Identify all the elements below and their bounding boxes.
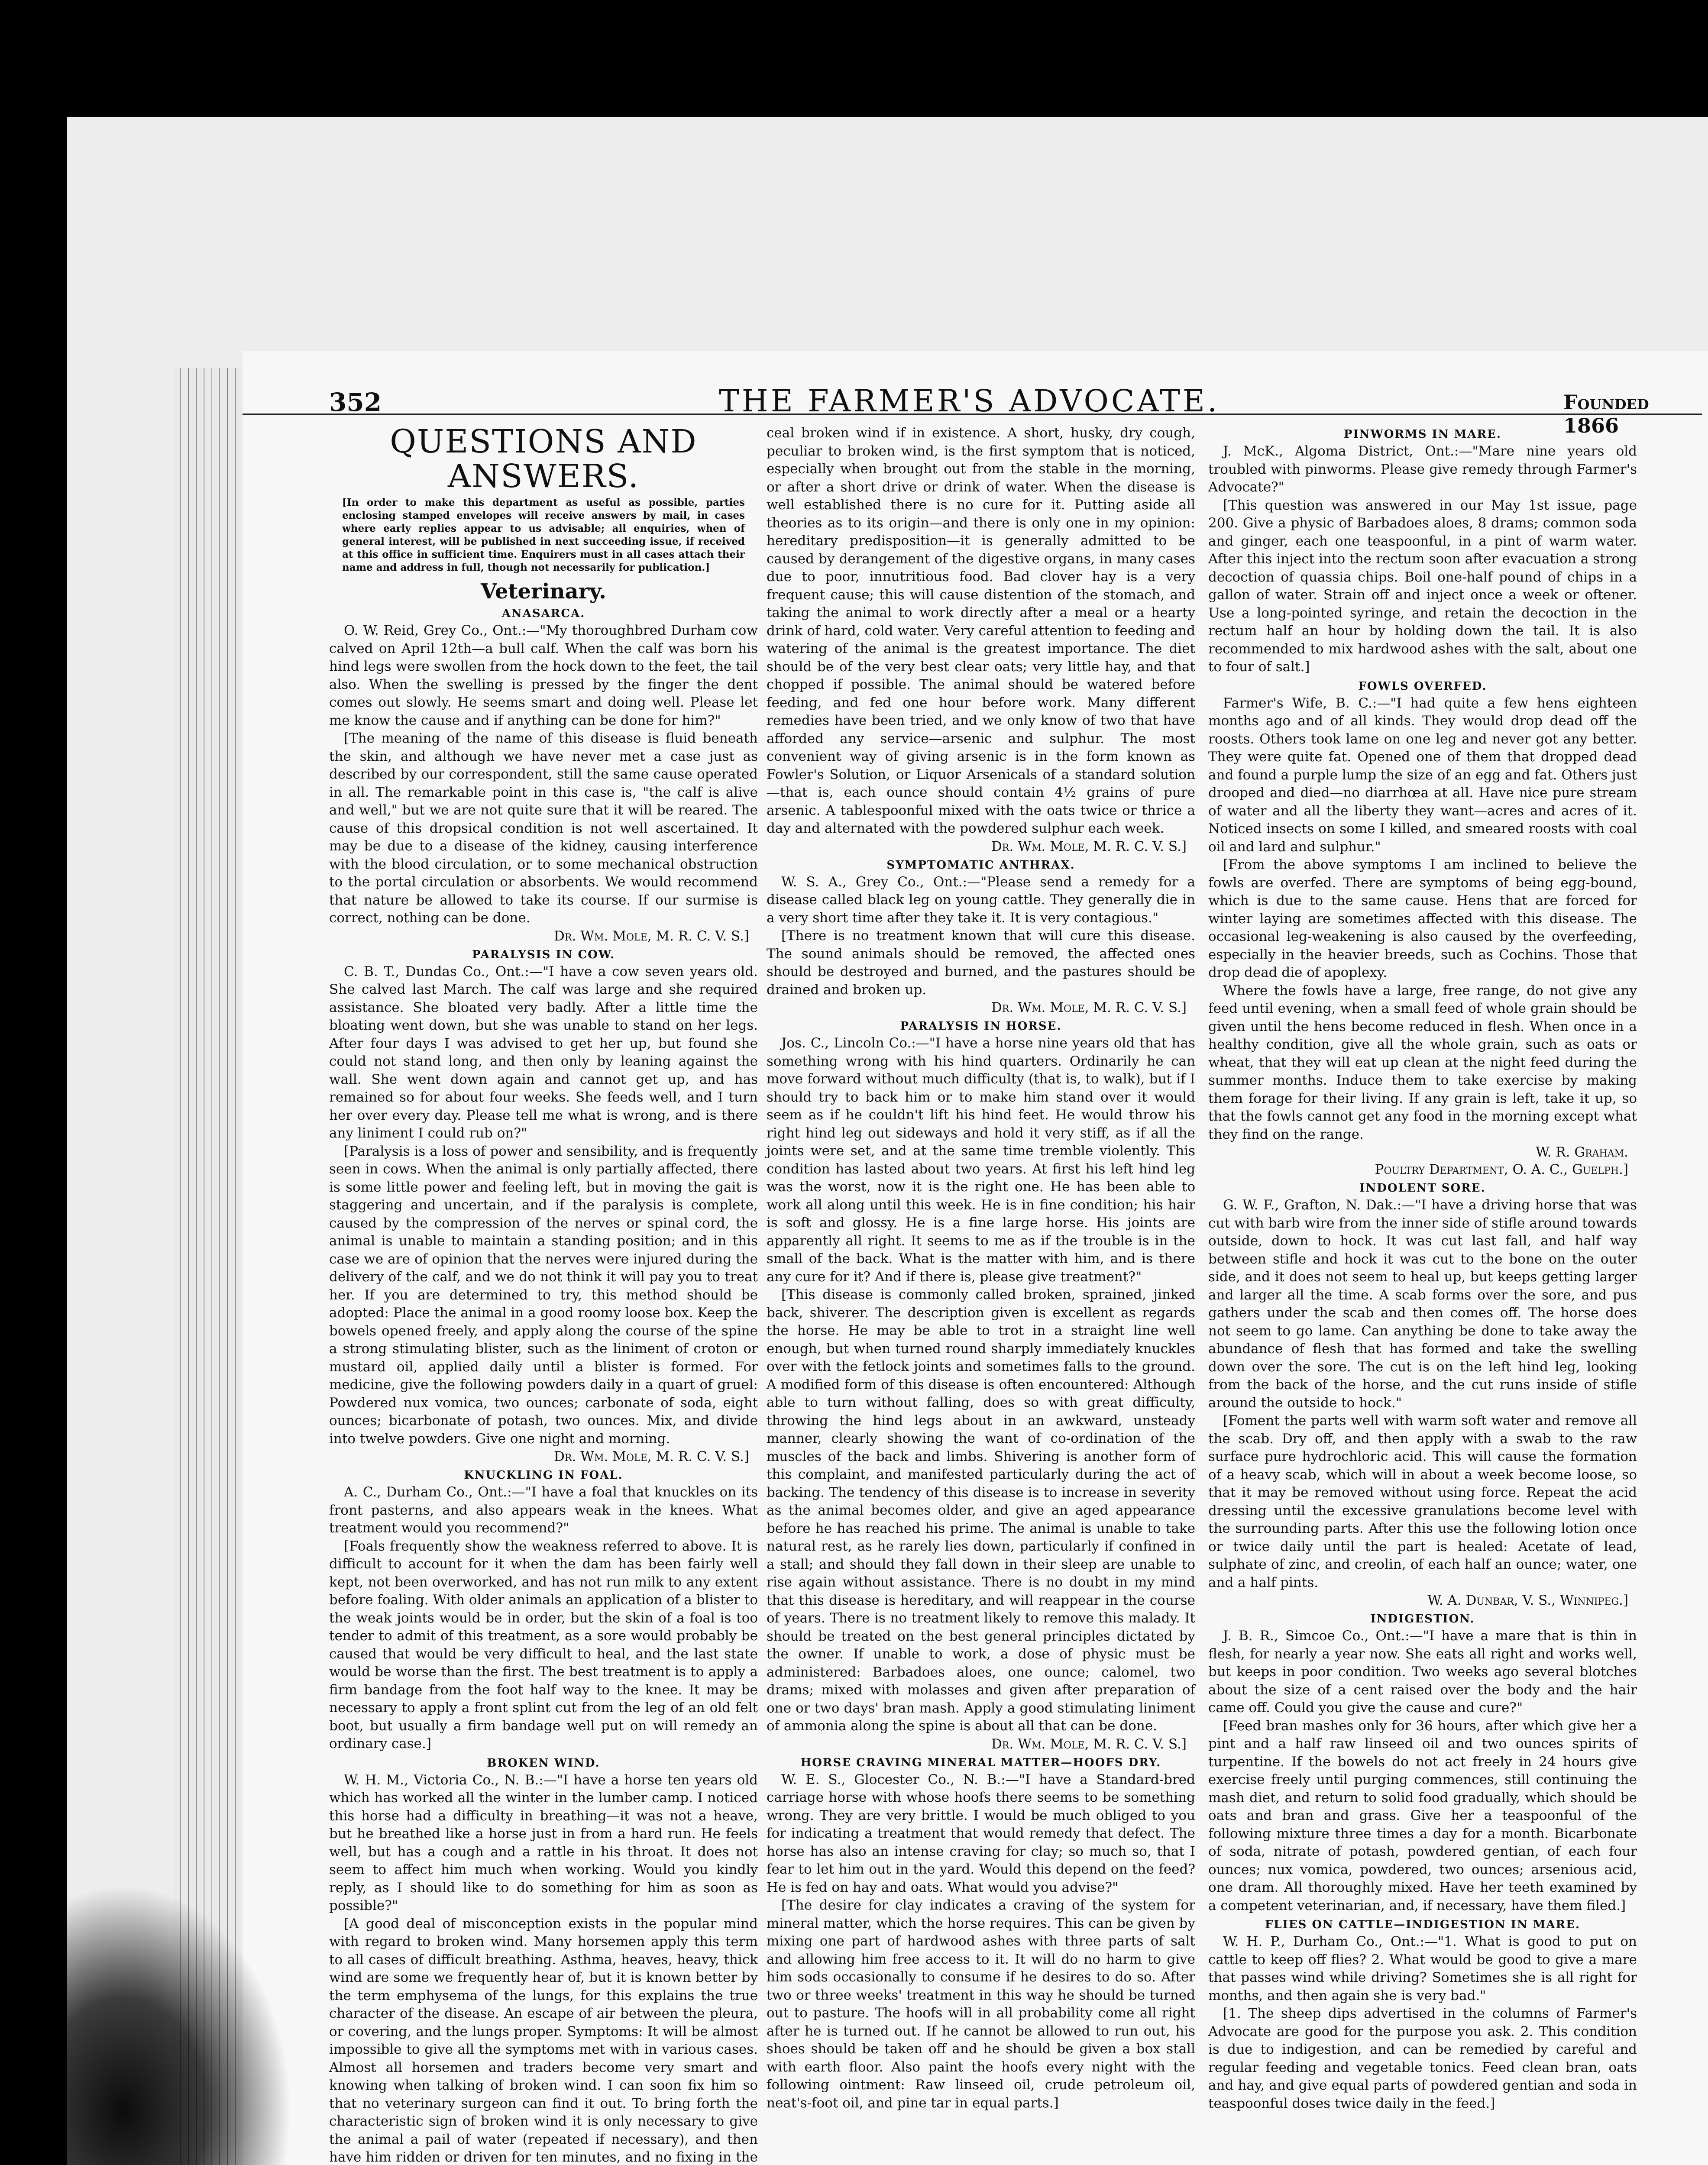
answer-paragraph: [The meaning of the name of this disease is fluid beneath the skin, and although we have never met a case just as described by our correspondent, still the same cause operated in all. The remarkable point in this case is, "the calf is alive and well," but we are not quite sure that it will be reared. The cause of this dropsical condition is not well ascertained. It may be due to a disease of the kidney, causing interference with the blood circulation, or to some mechanical obstruction to the portal circulation or absorbents. We would recommend that nature be allowed to take its course. If our surmise is correct, nothing can be done. bbox=[329, 730, 758, 926]
signature: Dr. Wm. Mole, M. R. C. V. S.] bbox=[554, 1449, 749, 1464]
article-heading: BROKEN WIND. bbox=[487, 1756, 600, 1770]
answer-paragraph: [This question was answered in our May 1st issue, page 200. Give a physic of Barbadoes aloes, 8 drams; common soda and ginger, each one teaspoonful, in a pint of warm water. After this inject into the rectum soon after evacuation a strong decoction of quassia chips. Boil one-half pound of chips in a gallon of water. Strain off and inject once a week or oftener. Use a long-pointed syringe, and retain the decoction in the rectum half an hour by holding down the tail. It is also recommended to mix hardwood ashes with the salt, about one to four of salt.] bbox=[1208, 497, 1637, 675]
question-paragraph: A. C., Durham Co., Ont.:—"I have a foal that knuckles on its front pasterns, and also appears weak in the knees. What treatment would you recommend?" bbox=[329, 1484, 758, 1536]
answer-paragraph: [The desire for clay indicates a craving of the system for mineral matter, which the horse requires. This can be given by mixing one part of hardwood ashes with three parts of salt and allowing him free access to it. It will do no harm to give him sods occasionally to consume if he desires to do so. After two or three weeks' treatment in this way he should be turned out to pasture. The hoofs will in all probability come all right after he is turned out. If he cannot be allowed to run out, his shoes should be taken off and he should be given a box stall with earth floor. Also paint the hoofs every night with the following ointment: Raw linseed oil, crude petroleum oil, neat's-foot oil, and pine tar in equal parts.] bbox=[767, 1897, 1195, 2111]
question-paragraph: W. E. S., Glocester Co., N. B.:—"I have a Standard-bred carriage horse with whose hoofs there seems to be something wrong. They are very brittle. I would be much obliged to you for indicating a treatment that would remedy that defect. The horse has also an intense craving for clay; so much so, that I fear to let him out in the yard. Would this depend on the feed? He is fed on hay and oats. What would you advise?" bbox=[767, 1771, 1195, 1895]
article-heading: PARALYSIS IN HORSE. bbox=[900, 1020, 1062, 1033]
signature: W. R. Graham. bbox=[1536, 1144, 1628, 1160]
article-heading: PARALYSIS IN COW. bbox=[472, 948, 615, 961]
thumb-shadow bbox=[67, 1884, 292, 2165]
signature-affiliation: Poultry Department, O. A. C., Guelph.] bbox=[1375, 1162, 1628, 1177]
answer-paragraph: [1. The sheep dips advertised in the columns of Farmer's Advocate are good for the purpose you ask. 2. This condition is due to indigestion, and can be remedied by careful and regular feeding and vegetable tonics. Feed clean bran, oats and hay, and give equal parts of powdered gentian and soda in teaspoonful doses twice daily in the feed.] bbox=[1208, 2006, 1637, 2111]
answer-paragraph: [Feed bran mashes only for 36 hours, after which give her a pint and a half raw linseed oil and two ounces spirits of turpentine. If the bowels do not act freely in 24 hours give exercise freely until purging commences, still continuing the mash diet, and return to solid food gradually, which should be oats and bran and grass. Give her a teaspoonful of the following mixture three times a day for a month. Bicarbonate of soda, nitrate of potash, powdered gentian, of each four ounces; nux vomica, powdered, two ounces; arsenious acid, one dram. All thoroughly mixed. Have her teeth examined by a competent veterinarian, and, if necessary, have them filed.] bbox=[1208, 1718, 1637, 1913]
question-paragraph: Farmer's Wife, B. C.:—"I had quite a few hens eighteen months ago and of all kinds. They would drop dead off the roosts. Others took lame on one leg and never got any better. They were quite fat. Opened one of them that dropped dead and found a purple lump the size of an egg and fat. Others just drooped and died—no diarrhœa at all. Have nice pure stream of water and all the liberty they want—acres and acres of it. Noticed insects on some I killed, and smeared roosts with coal oil and lard and sulphur." bbox=[1208, 695, 1637, 855]
answer-paragraph: [Foals frequently show the weakness referred to above. It is difficult to account for it when the dam has been fairly well kept, not been overworked, and has not run milk to any extent before foaling. With older animals an application of a blister to the weak joints would be in order, but the skin of a foal is too tender to admit of this treatment, as a sore would probably be caused that would be very difficult to heal, and the last state would be worse than the first. The best treatment is to apply a firm bandage from the foot half way to the knee. It may be necessary to apply a front splint cut from the leg of an old felt boot, but usually a firm bandage well put on will remedy an ordinary case.] bbox=[329, 1538, 758, 1751]
article-heading: INDIGESTION. bbox=[1370, 1612, 1475, 1625]
masthead-title: THE FARMER'S ADVOCATE. bbox=[719, 383, 1220, 419]
article-heading: KNUCKLING IN FOAL. bbox=[464, 1469, 623, 1482]
article-heading: SYMPTOMATIC ANTHRAX. bbox=[886, 858, 1075, 872]
newspaper-page bbox=[243, 351, 1708, 2165]
article-heading: HORSE CRAVING MINERAL MATTER—HOOFS DRY. bbox=[800, 1756, 1161, 1769]
signature: Dr. Wm. Mole, M. R. C. V. S.] bbox=[554, 928, 749, 944]
page-number: 352 bbox=[329, 388, 382, 417]
question-paragraph: W. H. M., Victoria Co., N. B.:—"I have a horse ten years old which has worked all the winter in the lumber camp. I noticed this horse had a difficulty in breathing—it was not a heave, but he breathed like a horse just in from a hard run. He feels well, but has a cough and a rattle in his throat. It does not seem to affect him much when working. Would you kindly reply, as I should like to do something for him as soon as possible?" bbox=[329, 1772, 758, 1913]
answer-paragraph: Where the fowls have a large, free range, do not give any feed until evening, when a small feed of whole grain should be given until the hens become reduced in flesh. When once in a healthy condition, give all the whole grain, such as oats or wheat, that they will eat up clean at the night feed during the summer months. Induce them to take exercise by making them forage for their living. If any grain is left, take it up, so that the fowls cannot get any food in the morning except what they find on the range. bbox=[1208, 982, 1637, 1142]
article-heading: ANASARCA. bbox=[501, 607, 586, 620]
answer-paragraph: [From the above symptoms I am inclined to believe the fowls are overfed. There are symptoms of being egg-bound, which is due to the same cause. Hens that are forced for winter laying are sometimes affected with this disease. The occasional leg-weakening is also caused by the overfeeding, especially in the heavier breeds, such as Cochins. Those that drop dead die of apoplexy. bbox=[1208, 857, 1637, 980]
question-paragraph: G. W. F., Grafton, N. Dak.:—"I have a driving horse that was cut with barb wire from the inner side of stifle around towards outside, down to hock. It was cut last fall, and half way between stifle and hock it was cut to the bone on the outer side, and it does not seem to heal up, but keeps getting larger and larger all the time. A scab forms over the sore, and pus gathers under the scab and then comes off. The horse does not seem to go lame. Can anything be done to take away the abundance of flesh that has formed and take the swelling down over the sore. The cut is on the left hind leg, looking from the back of the horse, and the cut runs inside of stifle around the outside to hock." bbox=[1208, 1197, 1637, 1411]
question-paragraph: Jos. C., Lincoln Co.:—"I have a horse nine years old that has something wrong with his hind quarters. Ordinarily he can move forward without much difficulty (that is, to walk), but if I should try to back him or to make him stand over it would seem as if he couldn't lift his hind feet. He would throw his right hind leg out sideways and hold it very stiff, as if all the joints were set, and at the same time tremble violently. This condition has lasted about two years. At first his left hind leg was the worst, now it is the right one. He has been able to work all along until this week. He is in fine condition; his hair is soft and glossy. He is a fine large horse. His joints are apparently all right. It seems to me as if the trouble is in the small of the back. What is the matter with him, and is there any cure for it? And if there is, please give treatment?" bbox=[767, 1035, 1195, 1285]
question-paragraph: W. S. A., Grey Co., Ont.:—"Please send a remedy for a disease called black leg on young cattle. They generally die in a very short time after they take it. It is very contagious." bbox=[767, 874, 1195, 926]
column-2 bbox=[767, 424, 1195, 2112]
signature: Dr. Wm. Mole, M. R. C. V. S.] bbox=[991, 838, 1187, 854]
article-heading: FOWLS OVERFED. bbox=[1358, 679, 1487, 693]
section-title: QUESTIONS AND ANSWERS. bbox=[390, 423, 697, 495]
department-intro: [In order to make this department as useful as possible, parties enclosing stamped envelopes will receive answers by mail, in cases where early replies appear to us advisable; all enquiries, when of general interest, will be published in next succeeding issue, if received at this office in sufficient time. Enquirers must in all cases attach their name and address in full, though not necessarily for publication.] bbox=[342, 497, 745, 573]
article-heading: PINWORMS IN MARE. bbox=[1344, 428, 1501, 441]
question-paragraph: J. B. R., Simcoe Co., Ont.:—"I have a mare that is thin in flesh, for nearly a year now. She eats all right and works well, but keeps in poor condition. Two weeks ago several blotches about the size of a cent raised over the body and the hair came off. Could you give the cause and cure?" bbox=[1208, 1628, 1637, 1716]
signature: Dr. Wm. Mole, M. R. C. V. S.] bbox=[991, 1000, 1187, 1015]
answer-paragraph: [Foment the parts well with warm soft water and remove all the scab. Dry off, and then apply with a swab to the raw surface pure hydrochloric acid. This will cause the formation of a heavy scab, which will in about a week become loose, so that it may be removed without using force. Repeat the acid dressing until the excessive granulations become level with the surrounding parts. After this use the following lotion once or twice daily until the part is healed: Acetate of lead, sulphate of zinc, and creolin, of each half an ounce; water, one and a half pints. bbox=[1208, 1413, 1637, 1590]
signature: Dr. Wm. Mole, M. R. C. V. S.] bbox=[991, 1736, 1187, 1752]
header-rule bbox=[243, 414, 1702, 415]
article-heading: INDOLENT SORE. bbox=[1359, 1182, 1486, 1195]
column-1 bbox=[329, 424, 758, 2165]
answer-paragraph: [A good deal of misconception exists in the popular mind with regard to broken wind. Many horsemen apply this term to all cases of difficult breathing. Asthma, heaves, heavy, thick wind are some we frequently hear of, but it is known better by the term emphysema of the lungs, for this explains the true character of the disease. An escape of air between the pleura, or covering, and the lungs proper. Symptoms: It will be almost impossible to give all the symptoms met with in various cases. Almost all horsemen and traders become very smart and knowing when talking of broken wind. I can soon fix him so that no veterinary surgeon can find it out. To bring forth the characteristic sign of broken wind it is only necessary to give the animal a pail of water (repeated if necessary), and then have him ridden or driven for ten minutes, and no fixing in the bbox=[329, 1916, 758, 2165]
question-paragraph: J. McK., Algoma District, Ont.:—"Mare nine years old troubled with pinworms. Please give remedy through Farmer's Advocate?" bbox=[1208, 443, 1637, 495]
question-paragraph: W. H. P., Durham Co., Ont.:—"1. What is good to put on cattle to keep off flies? 2. What would be good to give a mare that passes wind while driving? Sometimes she is all right for months, and then again she is very bad." bbox=[1208, 1934, 1637, 2003]
answer-paragraph: [Paralysis is a loss of power and sensibility, and is frequently seen in cows. When the animal is only partially affected, there is some little power and feeling left, but in moving the gait is staggering and uncertain, and if the paralysis is complete, caused by the compression of the nerves or spinal cord, the animal is unable to maintain a standing position; and in this case we are of opinion that the nerves were injured during the delivery of the calf, and we do not think it will pay you to treat her. If you are determined to try, this method should be adopted: Place the animal in a good roomy loose box. Keep the bowels opened freely, and apply along the course of the spine a strong stimulating blister, such as the liniment of croton or mustard oil, applied daily until a blister is formed. For medicine, give the following powders daily in a quart of gruel: Powdered nux vomica, two ounces; carbonate of soda, eight ounces; bicarbonate of potash, two ounces. Mix, and divide into twelve powders. Give one night and morning. bbox=[329, 1143, 758, 1447]
question-paragraph: C. B. T., Dundas Co., Ont.:—"I have a cow seven years old. She calved last March. The calf was large and she required assistance. She bloated very badly. After a little time the bloating went down, but she was unable to stand on her legs. After four days I was advised to get her up, but found she could not stand long, and then only by leaning against the wall. She went down again and cannot get up, and has remained so for about four weeks. She feeds well, and I turn her over every day. Please tell me what is wrong, and is there any liniment I could rub on?" bbox=[329, 963, 758, 1141]
article-heading: FLIES ON CATTLE—INDIGESTION IN MARE. bbox=[1265, 1918, 1581, 1931]
column-3 bbox=[1208, 424, 1637, 2113]
founded-label: Founded 1866 bbox=[1563, 391, 1649, 437]
question-paragraph: O. W. Reid, Grey Co., Ont.:—"My thoroughbred Durham cow calved on April 12th—a bull calf. When the calf was born his hind legs were swollen from the hock down to the feet, the tail also. When the swelling is pressed by the finger the dent comes out slowly. He seems smart and doing well. Please let me know the cause and if anything can be done for him?" bbox=[329, 623, 758, 728]
answer-paragraph: [There is no treatment known that will cure this disease. The sound animals should be removed, the affected ones should be destroyed and burned, and the pastures should be drained and broken up. bbox=[767, 928, 1195, 998]
veterinary-heading: Veterinary. bbox=[481, 579, 606, 604]
signature: W. A. Dunbar, V. S., Winnipeg.] bbox=[1427, 1593, 1628, 1608]
answer-paragraph: [This disease is commonly called broken, sprained, jinked back, shiverer. The description given is excellent as regards the horse. He may be able to trot in a straight line well enough, but when turned round sharply immediately knuckles over with the fetlock joints and sometimes falls to the ground. A modified form of this disease is often encountered: Although able to turn without falling, does so with great difficulty, throwing the hind legs about in an awkward, unsteady manner, clearly showing the want of co-ordination of the muscles of the back and limbs. Shivering is another form of this complaint, and manifested particularly during the act of backing. The tendency of this disease is to increase in severity as the animal becomes older, and give an aged appearance before he has reached his prime. The animal is unable to take natural rest, as he rarely lies down, particularly if confined in a stall; and should they fall down in their sleep are unable to rise again without assistance. There is no doubt in my mind that this disease is hereditary, and will reappear in the course of years. There is no treatment likely to remove this malady. It should be treated on the best general principles dictated by the owner. If unable to work, a dose of physic must be administered: Barbadoes aloes, one ounce; calomel, two drams; mixed with molasses and given after preparation of one or two days' bran mash. Apply a good stimulating liniment of ammonia along the spine is about all that can be done. bbox=[767, 1287, 1195, 1734]
answer-paragraph: ceal broken wind if in existence. A short, husky, dry cough, peculiar to broken wind, is the first symptom that is noticed, especially when brought out from the stable in the morning, or after a short drive or drink of water. When the disease is well established there is no cure for it. Putting aside all theories as to its origin—and there is only one in my opinion: hereditary predisposition—it is generally admitted to be caused by derangement of the digestive organs, in many cases due to poor, innutritious food. Bad clover hay is a very frequent cause; this will cause distention of the stomach, and taking the animal to work directly after a meal or a hearty drink of hard, cold water. Very careful attention to feeding and watering of the animal is the greatest importance. The diet should be of the very best clear oats; very little hay, and that chopped if possible. The animal should be watered before feeding, and fed one hour before work. Many different remedies have been tried, and we only know of two that have afforded any service—arsenic and sulphur. The most convenient way of giving arsenic is in the form known as Fowler's Solution, or Liquor Arsenicals of a standard solution—that is, each ounce should contain 4½ grains of pure arsenic. A tablespoonful mixed with the oats twice or thrice a day and alternated with the powdered sulphur each week. bbox=[767, 425, 1195, 836]
